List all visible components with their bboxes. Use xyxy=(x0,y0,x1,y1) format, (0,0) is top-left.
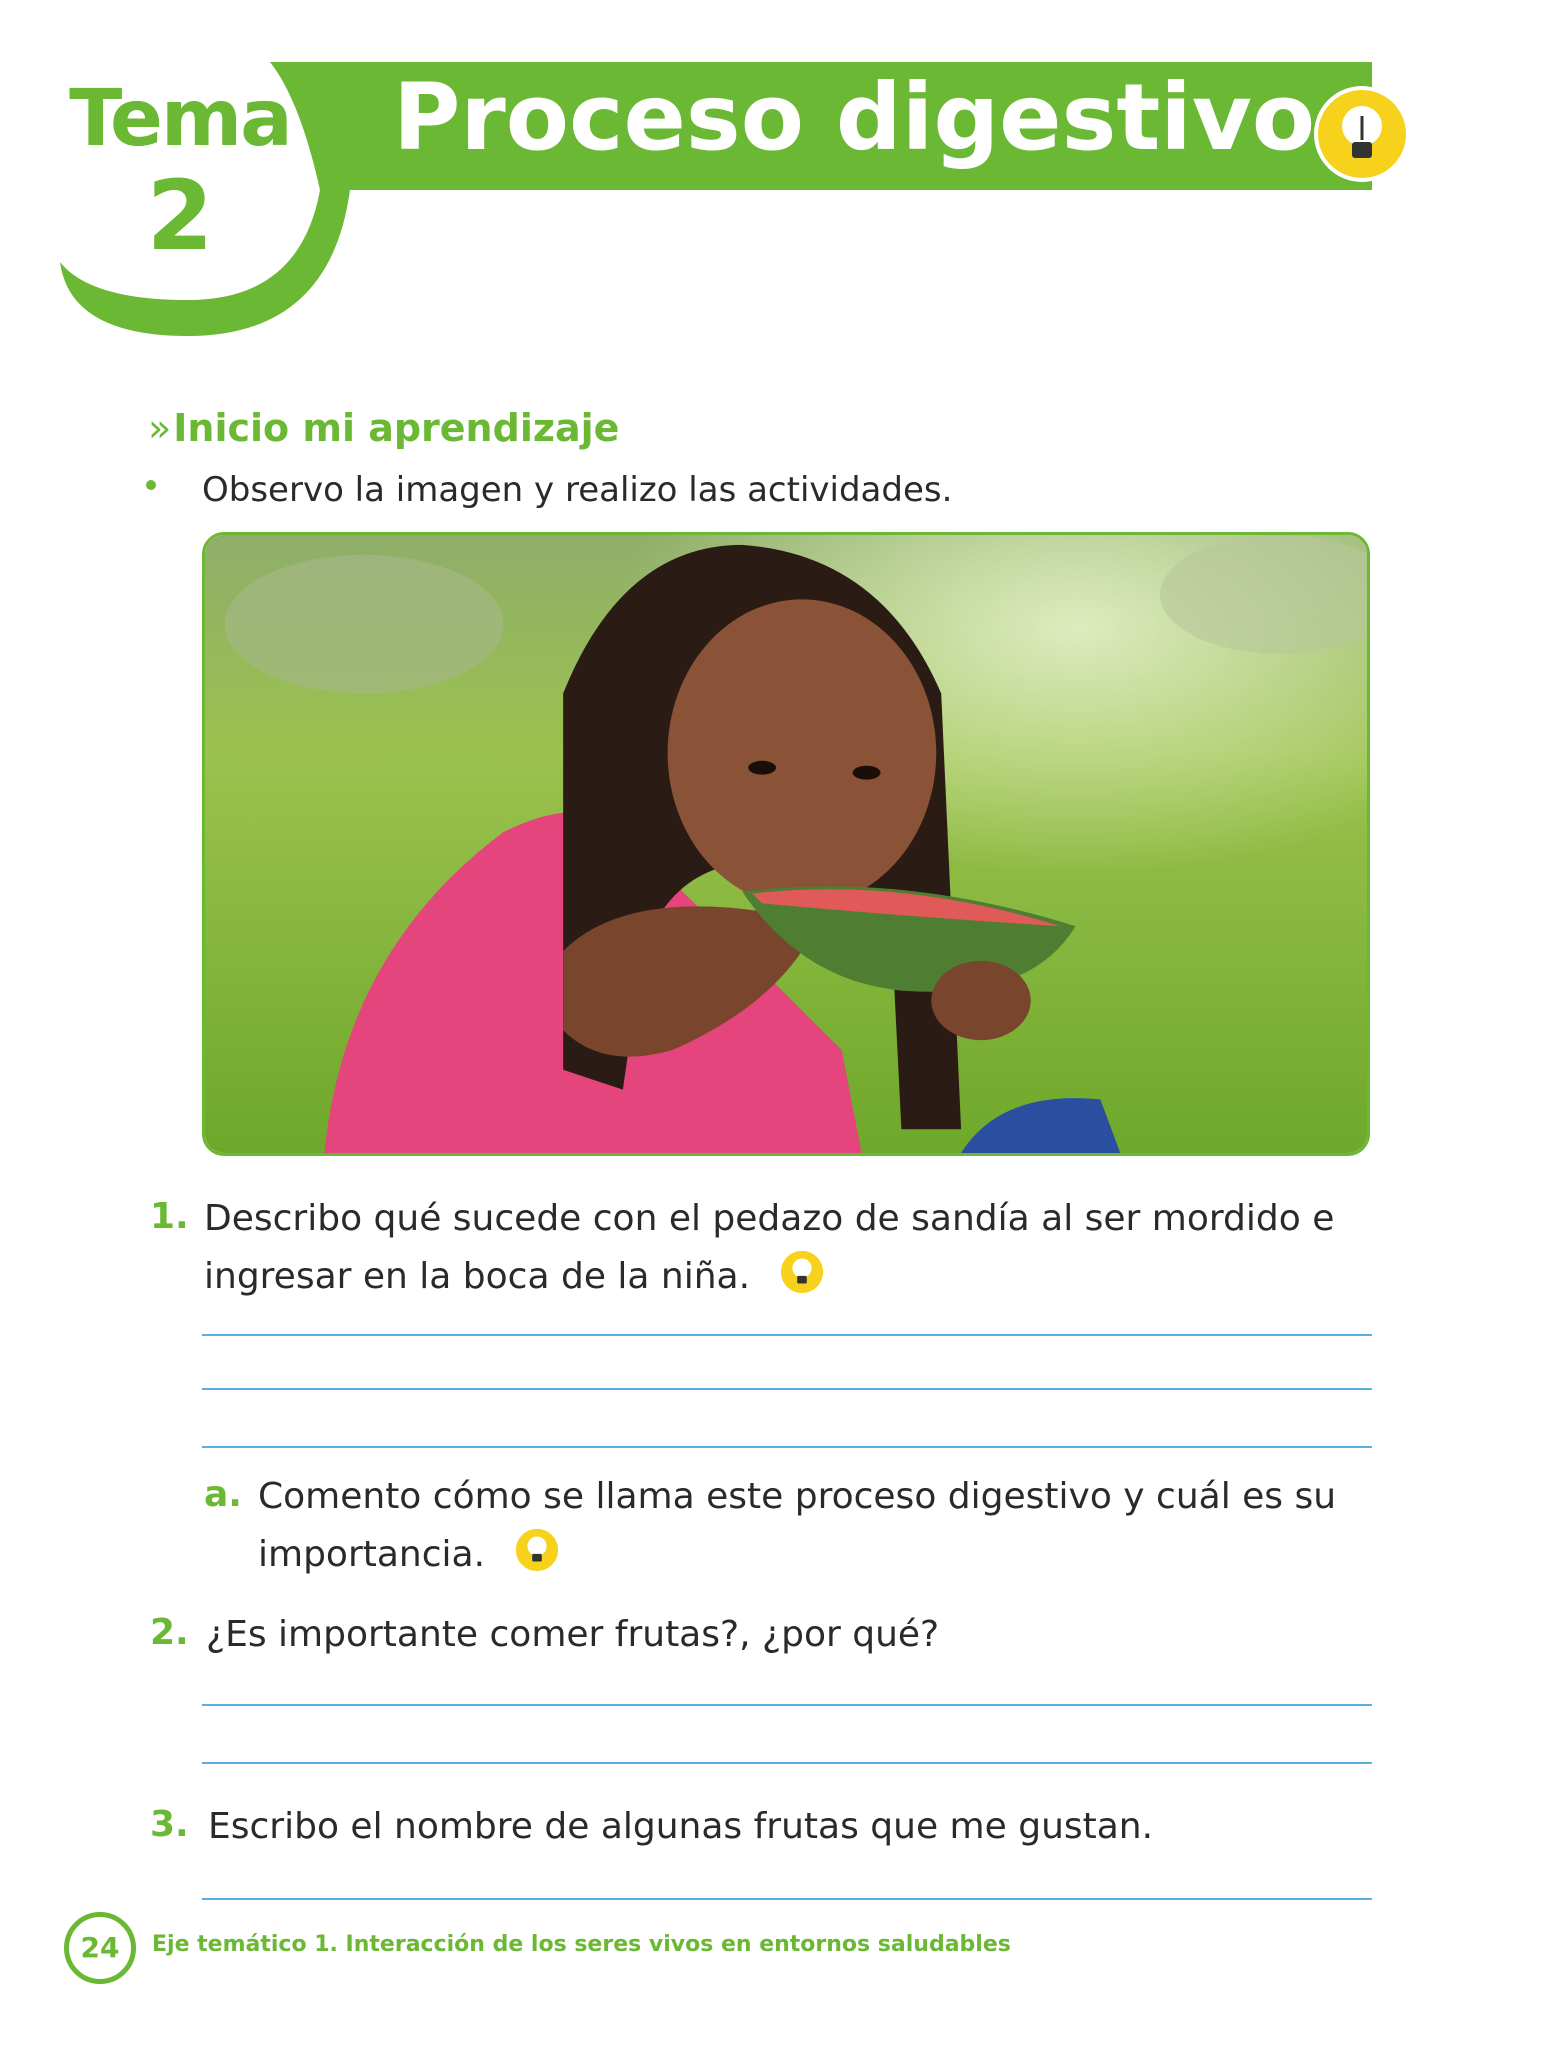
answer-line[interactable] xyxy=(202,1762,1372,1764)
photo-girl-eating-watermelon xyxy=(202,532,1370,1156)
question-2-number: 2. xyxy=(150,1612,189,1653)
lightbulb-icon xyxy=(513,1526,561,1574)
section-heading xyxy=(148,406,619,450)
lightbulb-icon xyxy=(778,1248,826,1296)
question-2-text: ¿Es importante comer frutas?, ¿por qué? xyxy=(206,1614,940,1655)
question-3-text: Escribo el nombre de algunas frutas que me gustan. xyxy=(208,1806,1154,1847)
answer-line[interactable] xyxy=(202,1704,1372,1706)
section-heading-prefix: » xyxy=(148,406,172,450)
page-title: Proceso digestivo xyxy=(393,64,1316,171)
tema-label: Tema xyxy=(69,74,291,164)
question-1-number: 1. xyxy=(150,1196,189,1237)
section-heading-text: Inicio mi aprendizaje xyxy=(173,406,620,450)
footer-text: Eje temático 1. Interacción de los seres vivos en entornos saludables xyxy=(152,1932,1011,1957)
tema-number: 2 xyxy=(146,160,214,272)
answer-line[interactable] xyxy=(202,1898,1372,1900)
page-number: 24 xyxy=(64,1912,136,1984)
intro-text: Observo la imagen y realizo las actividades. xyxy=(202,470,953,510)
answer-line[interactable] xyxy=(202,1388,1372,1390)
question-1-label: Describo qué sucede con el pedazo de sandía al ser mordido e ingresar en la boca de la niña. xyxy=(204,1198,1335,1297)
answer-line[interactable] xyxy=(202,1446,1372,1448)
answer-line[interactable] xyxy=(202,1334,1372,1336)
bullet-dot xyxy=(146,480,156,490)
question-1a-letter: a. xyxy=(204,1474,242,1515)
question-3-number: 3. xyxy=(150,1804,189,1845)
lightbulb-icon xyxy=(1312,84,1412,184)
question-1a-label: Comento cómo se llama este proceso digestivo y cuál es su importancia. xyxy=(258,1476,1337,1575)
question-1-text xyxy=(204,1190,1364,1306)
question-1a-text xyxy=(258,1468,1368,1584)
